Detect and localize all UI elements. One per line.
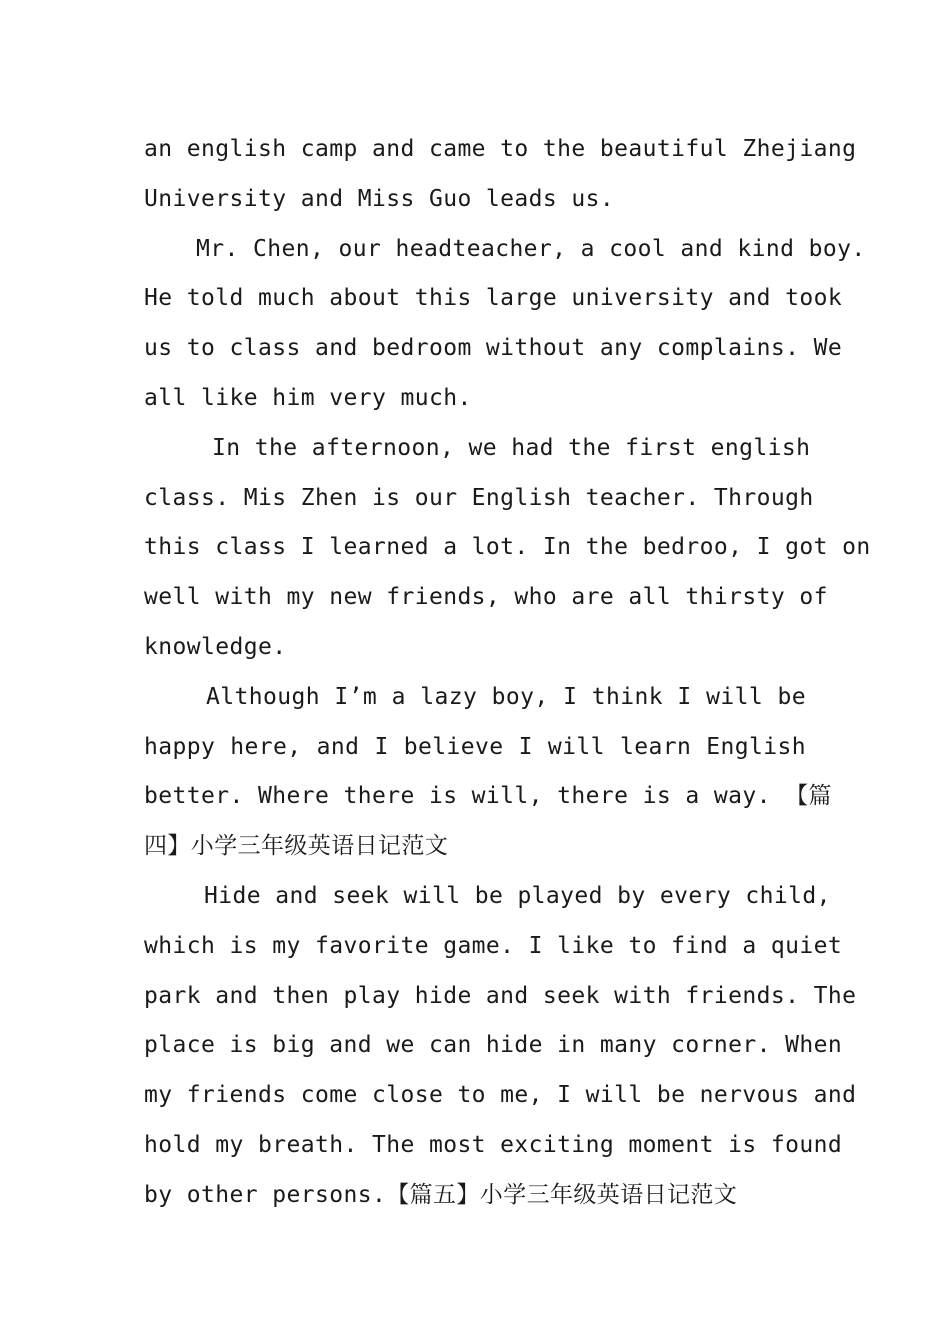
text-line: University and Miss Guo leads us. (144, 185, 615, 212)
text-line: all like him very much. (144, 384, 472, 411)
text-line: my friends come close to me, I will be nervous and (144, 1082, 857, 1109)
text-line: by other persons.【篇五】小学三年级英语日记范文 (144, 1181, 738, 1208)
text-line: which is my favorite game. I like to find a quiet (144, 932, 843, 959)
text-line: knowledge. (144, 633, 287, 660)
text-line: this class I learned a lot. In the bedroo, I got on (144, 534, 871, 561)
text-line: an english camp and came to the beautiful Zhejiang (144, 136, 857, 162)
text-line: park and then play hide and seek with friends. The (144, 982, 857, 1009)
text-line: happy here, and I believe I will learn English (144, 733, 806, 760)
paragraph-start-line: In the afternoon, we had the first english (212, 434, 811, 461)
text-line: better. Where there is will, there is a way. 【篇 (144, 783, 832, 810)
paragraph-start-line: Although I’m a lazy boy, I think I will be (206, 683, 806, 710)
text-line: He told much about this large university and took (144, 285, 843, 312)
text-line: hold my breath. The most exciting moment is found (144, 1131, 843, 1158)
paragraph-start-line: Hide and seek will be played by every child, (204, 882, 831, 909)
paragraph-start-line: Mr. Chen, our headteacher, a cool and kind boy. (196, 235, 866, 262)
text-line: class. Mis Zhen is our English teacher. Through (144, 484, 814, 511)
text-line: us to class and bedroom without any complains. We (144, 335, 843, 362)
text-line: well with my new friends, who are all thirsty of (144, 584, 828, 611)
document-body (144, 125, 871, 1221)
text-line: place is big and we can hide in many corner. When (144, 1032, 843, 1059)
section-heading-line: 四】小学三年级英语日记范文 (144, 833, 449, 860)
